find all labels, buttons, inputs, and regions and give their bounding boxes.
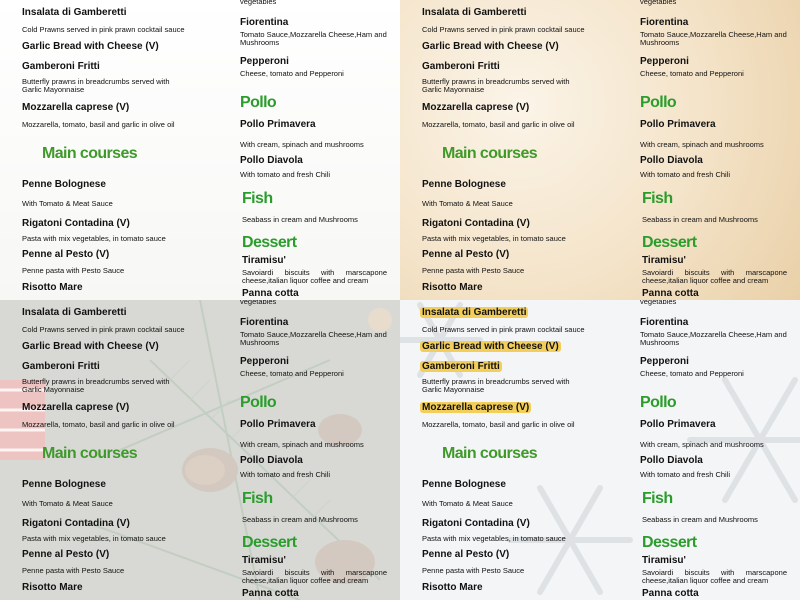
- pollo-item-description: With tomato and fresh Chili: [640, 470, 731, 479]
- fish-heading: Fish: [242, 190, 273, 207]
- starter-item-name: Gamberoni Fritti: [22, 61, 100, 72]
- fish-description: Seabass in cream and Mushrooms: [242, 215, 358, 224]
- pollo-item-name: Pollo Primavera: [240, 119, 316, 130]
- pizza-item-description: Tomato Sauce,Mozzarella Cheese,Ham and Mushrooms: [240, 330, 387, 347]
- pizza-item-description: Cheese, tomato and Pepperoni: [240, 369, 344, 378]
- pizza-item-name: Pepperoni: [240, 356, 289, 367]
- main-course-description: Pasta with mix vegetables, in tomato sauce: [22, 234, 166, 243]
- main-course-description: Penne pasta with Pesto Sauce: [22, 266, 125, 275]
- pizza-item-description: Tomato Sauce,Mozzarella Cheese,Ham and Mushrooms: [640, 30, 787, 47]
- pizza-item-description: Tomato Sauce,Mozzarella Cheese,Ham and Mushrooms: [240, 30, 387, 47]
- main-course-description: With Tomato & Meat Sauce: [22, 499, 113, 508]
- pollo-item-name: Pollo Diavola: [640, 155, 703, 166]
- dessert-item-description: Savoiardi biscuits with marscapone cheese,italian liquor coffee and cream: [242, 268, 387, 285]
- main-course-name: Rigatoni Contadina (V): [22, 218, 130, 229]
- main-course-name: Penne al Pesto (V): [22, 549, 110, 560]
- starter-item-name: Garlic Bread with Cheese (V): [422, 341, 559, 352]
- pizza-item-name: Fiorentina: [640, 317, 689, 328]
- starter-item-description: Butterfly prawns in breadcrumbs served with Garlic Mayonnaise: [22, 77, 170, 94]
- dessert-item-name: Panna cotta: [642, 288, 699, 299]
- pizza-item-description: Cheese, tomato and Pepperoni: [240, 69, 344, 78]
- pollo-item-description: With cream, spinach and mushrooms: [240, 440, 364, 449]
- fish-heading: Fish: [242, 490, 273, 507]
- pollo-item-name: Pollo Diavola: [640, 455, 703, 466]
- starter-item-name: Gamberoni Fritti: [422, 61, 500, 72]
- dessert-item-description: Savoiardi biscuits with marscapone cheese,italian liquor coffee and cream: [642, 568, 787, 585]
- main-course-name: Penne al Pesto (V): [422, 549, 510, 560]
- pizza-item-description: Cheese, tomato and Pepperoni: [640, 369, 744, 378]
- dessert-heading: Dessert: [242, 234, 297, 251]
- main-course-name: Risotto Mare: [422, 582, 483, 593]
- main-course-description: Pasta with mix vegetables, in tomato sauce: [22, 534, 166, 543]
- menu-panel-christmas-photo-background: [0, 300, 400, 600]
- main-course-name: Risotto Mare: [22, 282, 83, 293]
- starter-item-description: Butterfly prawns in breadcrumbs served with Garlic Mayonnaise: [422, 77, 570, 94]
- dessert-item-name: Tiramisu': [242, 555, 286, 566]
- cut-off-description: vegetables: [640, 300, 677, 306]
- main-course-name: Risotto Mare: [22, 582, 83, 593]
- pizza-item-name: Fiorentina: [640, 17, 689, 28]
- pizza-item-description: Tomato Sauce,Mozzarella Cheese,Ham and Mushrooms: [640, 330, 787, 347]
- pizza-item-name: Pepperoni: [640, 56, 689, 67]
- starter-item-description: Butterfly prawns in breadcrumbs served with Garlic Mayonnaise: [22, 377, 170, 394]
- pizza-item-description: Cheese, tomato and Pepperoni: [640, 69, 744, 78]
- starter-item-description: Mozzarella, tomato, basil and garlic in olive oil: [22, 120, 175, 129]
- starter-item-description: Cold Prawns served in pink prawn cocktail sauce: [22, 25, 185, 34]
- pizza-item-name: Pepperoni: [240, 56, 289, 67]
- pollo-item-name: Pollo Primavera: [640, 119, 716, 130]
- starter-item-description: Mozzarella, tomato, basil and garlic in olive oil: [422, 420, 575, 429]
- pollo-item-name: Pollo Diavola: [240, 155, 303, 166]
- starter-item-description: Butterfly prawns in breadcrumbs served with Garlic Mayonnaise: [422, 377, 570, 394]
- cut-off-description: vegetables: [640, 0, 677, 6]
- main-course-description: With Tomato & Meat Sauce: [422, 199, 513, 208]
- starter-item-name: Mozzarella caprese (V): [22, 102, 130, 113]
- menu-panel-white-background: [0, 0, 400, 300]
- main-course-description: With Tomato & Meat Sauce: [422, 499, 513, 508]
- menu-panel-snowflake-background: [400, 300, 800, 600]
- menu-panel-beige-background: [400, 0, 800, 300]
- dessert-item-name: Panna cotta: [642, 588, 699, 599]
- starter-item-name: Garlic Bread with Cheese (V): [22, 341, 159, 352]
- dessert-heading: Dessert: [642, 534, 697, 551]
- starter-item-name: Insalata di Gamberetti: [22, 7, 127, 18]
- pollo-item-description: With cream, spinach and mushrooms: [240, 140, 364, 149]
- pollo-item-name: Pollo Primavera: [240, 419, 316, 430]
- main-course-description: With Tomato & Meat Sauce: [22, 199, 113, 208]
- dessert-item-name: Panna cotta: [242, 588, 299, 599]
- pizza-item-name: Fiorentina: [240, 317, 289, 328]
- main-courses-heading: Main courses: [442, 445, 538, 462]
- main-course-name: Penne Bolognese: [22, 179, 106, 190]
- pollo-heading: Pollo: [240, 394, 277, 411]
- starter-item-name: Mozzarella caprese (V): [22, 402, 130, 413]
- starter-item-name: Gamberoni Fritti: [422, 361, 500, 372]
- starter-item-name: Garlic Bread with Cheese (V): [22, 41, 159, 52]
- starter-item-name: Insalata di Gamberetti: [422, 7, 527, 18]
- main-course-name: Risotto Mare: [422, 282, 483, 293]
- dessert-item-name: Tiramisu': [642, 555, 686, 566]
- dessert-heading: Dessert: [642, 234, 697, 251]
- starter-item-description: Cold Prawns served in pink prawn cocktail sauce: [422, 325, 585, 334]
- cut-off-description: vegetables: [240, 300, 277, 306]
- main-courses-heading: Main courses: [42, 145, 138, 162]
- dessert-item-name: Panna cotta: [242, 288, 299, 299]
- dessert-heading: Dessert: [242, 534, 297, 551]
- pollo-item-description: With cream, spinach and mushrooms: [640, 140, 764, 149]
- main-course-name: Rigatoni Contadina (V): [22, 518, 130, 529]
- dessert-item-description: Savoiardi biscuits with marscapone cheese,italian liquor coffee and cream: [642, 268, 787, 285]
- main-courses-heading: Main courses: [42, 445, 138, 462]
- pollo-heading: Pollo: [240, 94, 277, 111]
- main-course-name: Penne Bolognese: [422, 479, 506, 490]
- main-course-name: Penne Bolognese: [422, 179, 506, 190]
- pizza-item-name: Pepperoni: [640, 356, 689, 367]
- pollo-item-description: With tomato and fresh Chili: [240, 470, 331, 479]
- starter-item-name: Gamberoni Fritti: [22, 361, 100, 372]
- starter-item-name: Insalata di Gamberetti: [22, 307, 127, 318]
- main-course-description: Pasta with mix vegetables, in tomato sauce: [422, 234, 566, 243]
- starter-item-name: Garlic Bread with Cheese (V): [422, 41, 559, 52]
- fish-heading: Fish: [642, 190, 673, 207]
- starter-item-description: Cold Prawns served in pink prawn cocktail sauce: [422, 25, 585, 34]
- starter-item-description: Mozzarella, tomato, basil and garlic in olive oil: [22, 420, 175, 429]
- pollo-item-description: With tomato and fresh Chili: [640, 170, 731, 179]
- main-course-name: Rigatoni Contadina (V): [422, 218, 530, 229]
- starter-item-name: Mozzarella caprese (V): [422, 402, 530, 413]
- main-course-name: Rigatoni Contadina (V): [422, 518, 530, 529]
- pollo-item-description: With tomato and fresh Chili: [240, 170, 331, 179]
- main-course-description: Penne pasta with Pesto Sauce: [422, 266, 525, 275]
- pollo-item-name: Pollo Diavola: [240, 455, 303, 466]
- dessert-item-name: Tiramisu': [642, 255, 686, 266]
- pizza-item-name: Fiorentina: [240, 17, 289, 28]
- fish-description: Seabass in cream and Mushrooms: [642, 215, 758, 224]
- pollo-item-name: Pollo Primavera: [640, 419, 716, 430]
- main-course-name: Penne al Pesto (V): [22, 249, 110, 260]
- pollo-item-description: With cream, spinach and mushrooms: [640, 440, 764, 449]
- starter-item-name: Mozzarella caprese (V): [422, 102, 530, 113]
- fish-description: Seabass in cream and Mushrooms: [642, 515, 758, 524]
- dessert-item-description: Savoiardi biscuits with marscapone cheese,italian liquor coffee and cream: [242, 568, 387, 585]
- starter-item-name: Insalata di Gamberetti: [422, 307, 527, 318]
- pollo-heading: Pollo: [640, 394, 677, 411]
- starter-item-description: Mozzarella, tomato, basil and garlic in olive oil: [422, 120, 575, 129]
- pollo-heading: Pollo: [640, 94, 677, 111]
- main-course-description: Penne pasta with Pesto Sauce: [22, 566, 125, 575]
- main-course-description: Pasta with mix vegetables, in tomato sauce: [422, 534, 566, 543]
- starter-item-description: Cold Prawns served in pink prawn cocktail sauce: [22, 325, 185, 334]
- main-courses-heading: Main courses: [442, 145, 538, 162]
- fish-description: Seabass in cream and Mushrooms: [242, 515, 358, 524]
- main-course-name: Penne Bolognese: [22, 479, 106, 490]
- main-course-description: Penne pasta with Pesto Sauce: [422, 566, 525, 575]
- fish-heading: Fish: [642, 490, 673, 507]
- main-course-name: Penne al Pesto (V): [422, 249, 510, 260]
- cut-off-description: vegetables: [240, 0, 277, 6]
- dessert-item-name: Tiramisu': [242, 255, 286, 266]
